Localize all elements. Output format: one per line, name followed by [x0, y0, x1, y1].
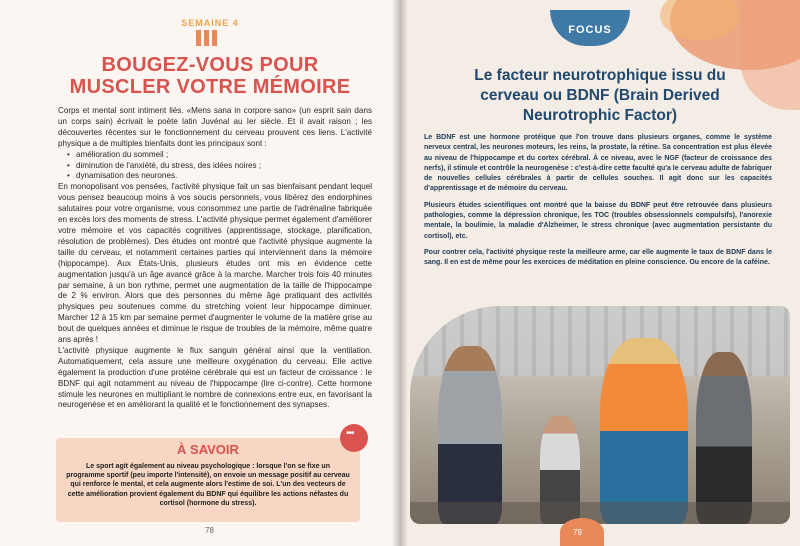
list-item: • amélioration du sommeil ; — [76, 150, 372, 161]
page-number-badge — [560, 518, 604, 546]
photo-floor — [410, 502, 790, 524]
bdnf-paragraph-1: Le BDNF est une hormone protéique que l'on trouve dans plusieurs organes, comme le système nerveux central, les neurones moteurs, les reins, la prostate, la rétine. Sa concentration est plus élevée au niveau de l'hippocampe et du cortex cérébral. À ce niveau, avec le NGF (facteur de croissance des nerfs), il stimule et contrôle la neurogenèse : c'est-à-dire cette faculté qu'a le cerveau adulte de fabriquer de nouvelles cellules cérébrales à partir de cellules souches. Il agit donc sur les capacités d'apprentissage et de mémoire du cerveau. — [424, 134, 772, 193]
right-title-line3: Neurotrophic Factor) — [522, 107, 678, 124]
page-number-left: 78 — [205, 526, 214, 535]
page-number-right: 79 — [573, 528, 582, 537]
bdnf-paragraph-3: Pour contrer cela, l'activité physique reste la meilleure arme, car elle augmente le taux de BDNF dans le sang. Il en est de même pour les exercices de méditation en pleine conscience. Ou encore de la caféine. — [424, 248, 772, 267]
right-title-line2: cerveau ou BDNF (Brain Derived — [480, 87, 720, 104]
photo-person — [438, 346, 502, 524]
asavoir-title: À SAVOIR — [177, 442, 239, 457]
left-title-line2: MUSCLER VOTRE MÉMOIRE — [69, 76, 351, 98]
left-title-line1: BOUGEZ-VOUS POUR — [101, 54, 319, 76]
list-item: • diminution de l'anxiété, du stress, des idées noires ; — [76, 161, 372, 172]
bdnf-paragraph-2: Plusieurs études scientifiques ont montré que la baisse du BDNF peut être retrouvée dans plusieurs pathologies, comme la dépression chronique, les TOC (troubles obsessionnels compulsifs), l'anorexie mentale, la boulimie, la maladie d'Alzheimer, le stress chronique (avec augmentation persistante du cortisol), etc. — [424, 201, 772, 240]
paragraph-3: L'activité physique augmente le flux sanguin général ainsi que la ventilation. Automatiquement, cela assure une meilleure oxygénation du cerveau. Elle active également la production d'une protéine cérébrale qui est un facteur de croissance : le BDNF qui agit notamment au niveau de l'hippocampe (lire ci-contre). Cette hormone stimule les neurones en multipliant le nombre de connexions entre eux, en favorisant la neurogenèse et en améliorant la qualité et le fonctionnement des synapses. — [58, 345, 372, 410]
left-page-title — [40, 54, 380, 98]
gym-photo — [410, 306, 790, 524]
book-gutter — [392, 0, 408, 546]
right-page-title — [430, 66, 770, 126]
week-label: SEMAINE 4 — [181, 18, 239, 28]
focus-badge: FOCUS — [550, 10, 630, 46]
right-title-line1: Le facteur neurotrophique issu du — [474, 67, 726, 84]
paragraph-2: En monopolisant vos pensées, l'activité physique fait un sas bienfaisant pendant lequel vous pensez beaucoup moins à vos soucis personnels, vous libérez des endorphines salutaires pour votre organisme, vous consommez une partie de l'adrénaline fabriquée en excès lors des moments de stress. L'activité physique permet également d'améliorer votre mémoire et vos capacités cognitives (apprentissage, stockage, planification, résolution de problèmes). Des études ont montré que l'activité physique augmente la taille du cerveau, et notamment certaines parties qui interviennent dans la mémoire (hippocampe). Aux États-Unis, plusieurs études ont mis en évidence cette augmentation jusqu'à un âge avancé grâce à la marche. Marcher trois fois 40 minutes par semaine, à un bon rythme, permet une augmentation de la taille de l'hippocampe de 2 % environ. Alors que des personnes du même âge pratiquant des activités physiques peu soutenues comme du stretching voient leur hippocampe diminuer. Marcher 12 à 15 km par semaine permet d'augmenter le volume de la matière grise au bout de quelques années et diminue le risque de troubles de la mémoire, même quatre ans après ! — [58, 182, 372, 345]
right-body-text — [424, 133, 772, 275]
asavoir-text: Le sport agit également au niveau psychologique : lorsque l'on se fixe un programme sportif (peu importe l'intensité), on envoie un message positif au cerveau qui renforce le mental, et cela augmente alors l'estime de soi. L'un des vecteurs de cette amélioration provient également du BDNF qui équilibre les actions néfastes du cortisol (hormone du stress). — [66, 463, 350, 507]
photo-person — [600, 338, 688, 524]
left-body-text — [58, 106, 372, 411]
intro-paragraph: Corps et mental sont intiment liés. «Mens sana in corpore sano» (un esprit sain dans un corps sain) écrivait le poète latin Juvénal au Ier siècle. Et il avait raison ; les découvertes récentes sur le fonctionnement du cerveau prouvent ces liens. L'activité physique a de multiples bienfaits dont les principaux sont : — [58, 106, 372, 148]
list-item: • dynamisation des neurones. — [76, 171, 372, 182]
right-page — [400, 0, 800, 546]
week-tally-icon — [196, 30, 226, 48]
photo-person — [696, 352, 752, 524]
benefits-list — [58, 150, 372, 183]
